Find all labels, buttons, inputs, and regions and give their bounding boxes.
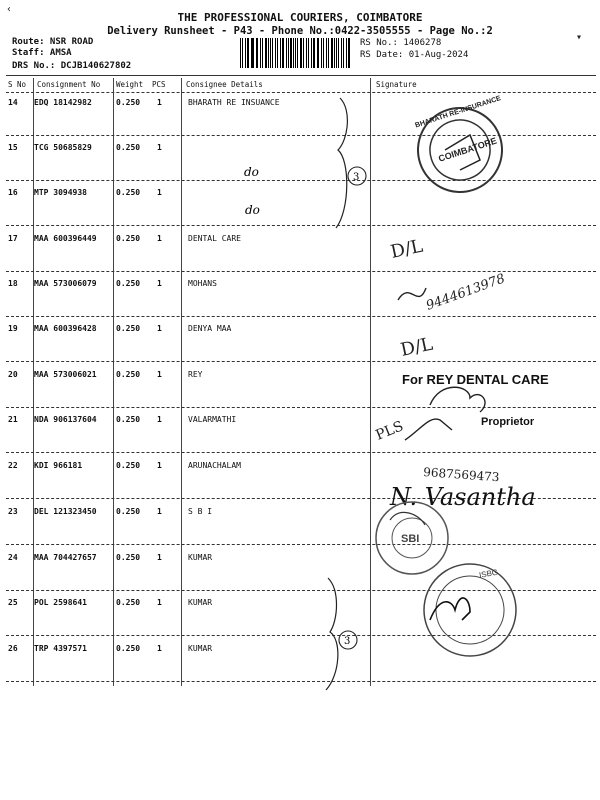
row-consignment-no: DEL 121323450 xyxy=(34,507,97,516)
signature-scrawl xyxy=(430,387,485,412)
col-header-pcs: PCS xyxy=(152,80,166,89)
row-consignment-no: MAA 573006021 xyxy=(34,370,97,379)
bracket-mark xyxy=(326,578,338,690)
row-consignee: KUMAR xyxy=(188,644,213,653)
row-consignment-no: TCG 50685829 xyxy=(34,143,92,152)
row-weight: 0.250 xyxy=(116,598,141,607)
row-weight: 0.250 xyxy=(116,279,141,288)
row-weight: 0.250 xyxy=(116,644,141,653)
pls-handwriting: PLS xyxy=(373,418,406,444)
row-weight: 0.250 xyxy=(116,415,141,424)
route-label: Route: NSR ROAD xyxy=(12,37,94,47)
row-weight: 0.250 xyxy=(116,324,141,333)
row-consignment-no: MAA 600396449 xyxy=(34,234,97,243)
bharath-company-stamp xyxy=(407,93,525,203)
row-pcs: 1 xyxy=(157,461,162,470)
row-consignee: DENYA MAA xyxy=(188,324,232,333)
row-pcs: 1 xyxy=(157,507,162,516)
signature-handwriting: N. Vasantha xyxy=(390,483,536,511)
bracket-mark xyxy=(336,98,347,228)
row-consignment-no: MTP 3094938 xyxy=(34,188,87,197)
signature-scrawl xyxy=(405,419,452,440)
row-consignment-no: MAA 704427657 xyxy=(34,553,97,562)
col-header-signature: Signature xyxy=(376,80,417,89)
count-handwriting: 3 xyxy=(353,172,360,183)
row-sno: 17 xyxy=(8,234,18,243)
row-sno: 14 xyxy=(8,98,18,107)
row-sno: 24 xyxy=(8,553,18,562)
row-consignment-no: TRP 4397571 xyxy=(34,644,87,653)
row-weight: 0.250 xyxy=(116,143,141,152)
row-weight: 0.250 xyxy=(116,553,141,562)
row-weight: 0.250 xyxy=(116,234,141,243)
row-sno: 21 xyxy=(8,415,18,424)
row-sno: 20 xyxy=(8,370,18,379)
round-stamp-text: ISBG xyxy=(478,567,499,580)
row-consignment-no: MAA 573006079 xyxy=(34,279,97,288)
row-sno: 15 xyxy=(8,143,18,152)
row-pcs: 1 xyxy=(157,553,162,562)
drs-number: DRS No.: DCJB140627802 xyxy=(12,61,132,71)
count-handwriting: 3 xyxy=(344,636,351,647)
row-sno: 18 xyxy=(8,279,18,288)
row-consignment-no: KDI 966181 xyxy=(34,461,83,470)
phone-handwriting: 9687569473 xyxy=(422,465,500,485)
row-weight: 0.250 xyxy=(116,507,141,516)
signature-scrawl xyxy=(430,598,470,620)
row-consignee: ARUNACHALAM xyxy=(188,461,241,470)
row-pcs: 1 xyxy=(157,644,162,653)
row-consignee: REY xyxy=(188,370,203,379)
rey-stamp-line2: Proprietor xyxy=(481,416,535,428)
row-weight: 0.250 xyxy=(116,461,141,470)
row-pcs: 1 xyxy=(157,279,162,288)
row-consignee: DENTAL CARE xyxy=(188,234,241,243)
row-consignment-no: MAA 600396428 xyxy=(34,324,97,333)
sbi-stamp xyxy=(376,502,448,574)
corner-mark: ▾ xyxy=(576,32,583,43)
row-pcs: 1 xyxy=(157,143,162,152)
col-header-weight: Weight xyxy=(116,80,144,89)
col-header-consignment: Consignment No xyxy=(37,80,101,89)
row-sno: 23 xyxy=(8,507,18,516)
row-consignee: BHARATH RE INSUANCE xyxy=(188,98,280,107)
rs-number: RS No.: 1406278 xyxy=(360,38,442,48)
svg-text:BHARATH RE-INSURANCE: BHARATH RE-INSURANCE xyxy=(414,95,502,130)
row-pcs: 1 xyxy=(157,598,162,607)
row-pcs: 1 xyxy=(157,98,162,107)
svg-text:COIMBATORE: COIMBATORE xyxy=(437,135,498,164)
row-weight: 0.250 xyxy=(116,98,141,107)
row-pcs: 1 xyxy=(157,415,162,424)
row-pcs: 1 xyxy=(157,370,162,379)
delivery-handwriting: D/L xyxy=(398,333,435,361)
staff-label: Staff: AMSA xyxy=(12,48,72,58)
row-pcs: 1 xyxy=(157,234,162,243)
row-weight: 0.250 xyxy=(116,370,141,379)
row-pcs: 1 xyxy=(157,324,162,333)
row-consignee: S B I xyxy=(188,507,213,516)
row-consignment-no: POL 2598641 xyxy=(34,598,87,607)
row-pcs: 1 xyxy=(157,188,162,197)
row-consignment-no: NDA 906137604 xyxy=(34,415,97,424)
col-header-sno: S No xyxy=(8,80,27,89)
sbi-stamp-text: SBI xyxy=(401,533,420,545)
corner-mark: ‹ xyxy=(6,4,13,15)
row-consignee: MOHANS xyxy=(188,279,217,288)
col-header-consignee: Consignee Details xyxy=(186,80,263,89)
document-title: THE PROFESSIONAL COURIERS, COIMBATORE xyxy=(177,11,423,24)
runsheet-subtitle: Delivery Runsheet - P43 - Phone No.:0422-3505555 - Page No.:2 xyxy=(107,25,493,37)
row-weight: 0.250 xyxy=(116,188,141,197)
row-sno: 26 xyxy=(8,644,18,653)
row-consignee: KUMAR xyxy=(188,598,213,607)
row-consignee: KUMAR xyxy=(188,553,213,562)
delivery-handwriting: D/L xyxy=(388,235,425,263)
row-consignee: VALARMATHI xyxy=(188,415,237,424)
row-consignment-no: EDQ 18142982 xyxy=(34,98,92,107)
row-sno: 22 xyxy=(8,461,18,470)
signature-scrawl xyxy=(398,288,426,300)
phone-handwriting: 9444613978 xyxy=(424,271,508,314)
row-sno: 25 xyxy=(8,598,18,607)
ditto-mark: do xyxy=(245,203,260,217)
rey-stamp-line1: For REY DENTAL CARE xyxy=(402,372,549,387)
row-sno: 19 xyxy=(8,324,18,333)
rs-date: RS Date: 01-Aug-2024 xyxy=(360,50,469,60)
ditto-mark: do xyxy=(244,165,259,179)
row-sno: 16 xyxy=(8,188,18,197)
